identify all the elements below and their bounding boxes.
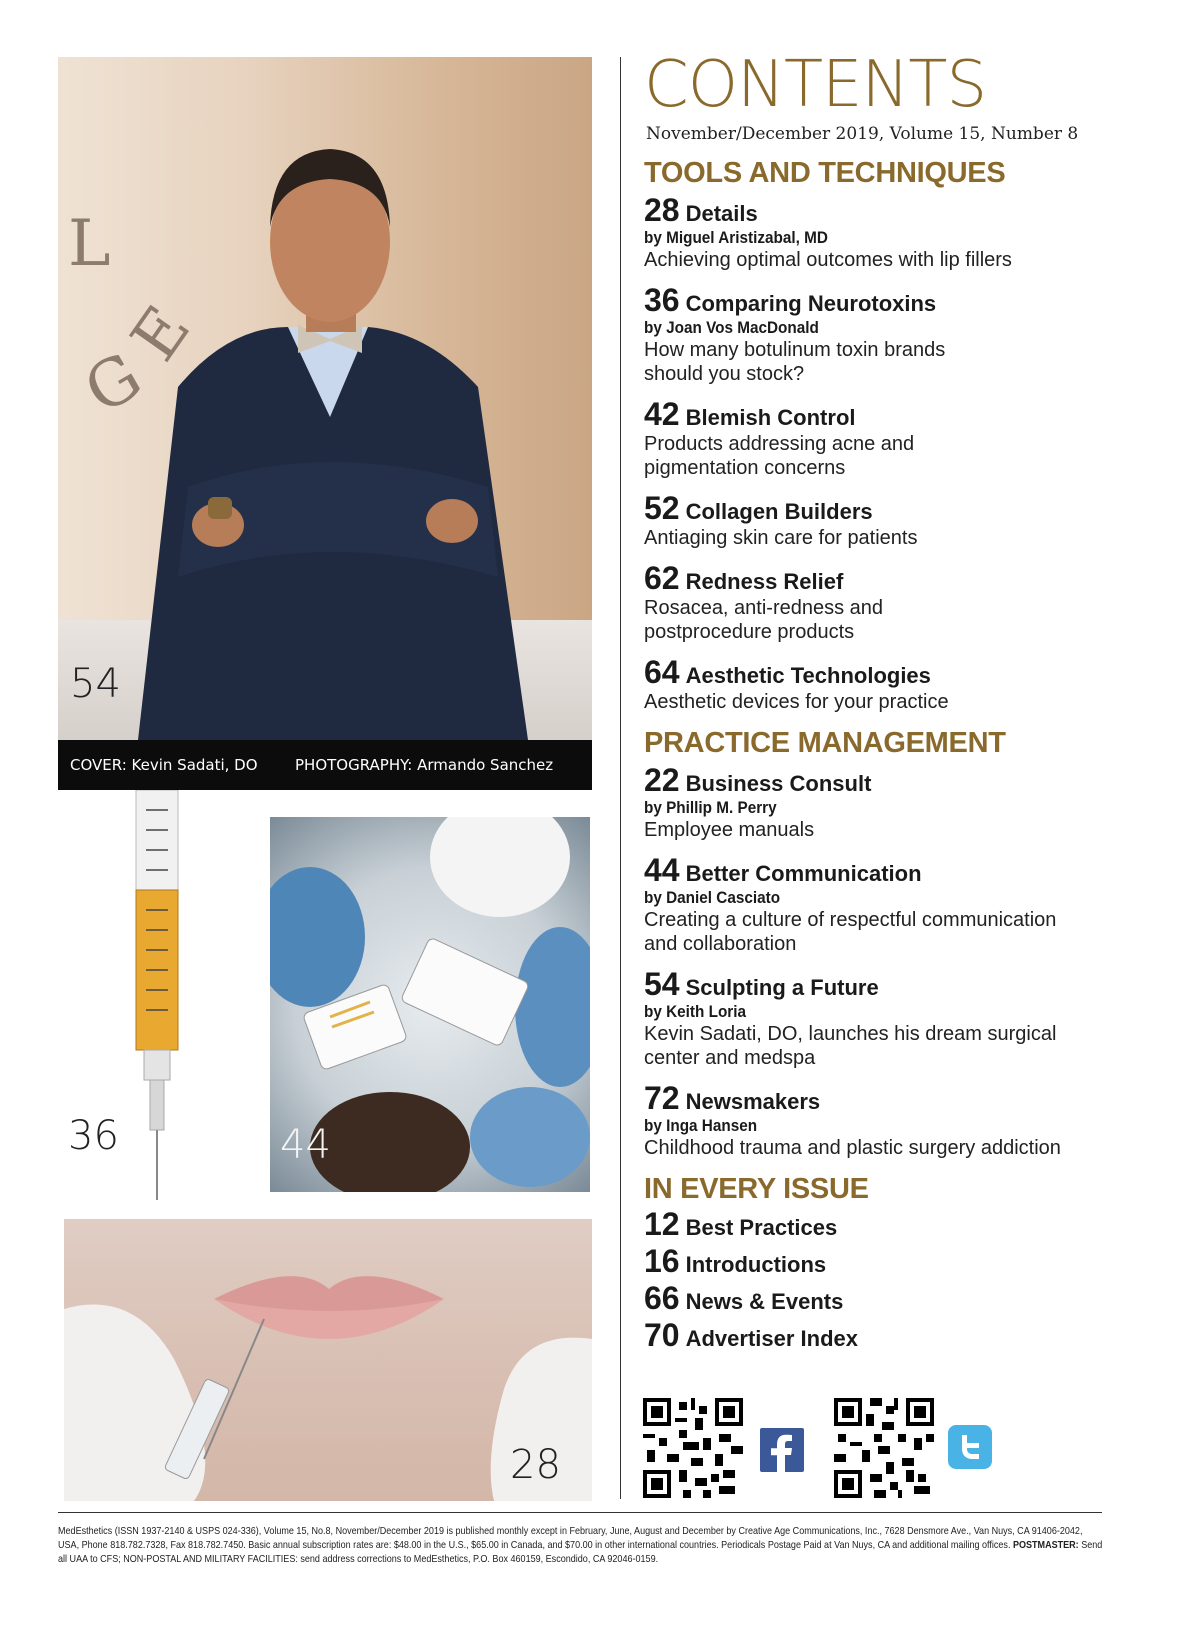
syringe-photo [58, 790, 258, 1202]
entry-page: 36 [644, 282, 680, 318]
entry-page: 72 [644, 1080, 680, 1116]
toc-entry[interactable] [644, 560, 1164, 644]
entry-description: Kevin Sadati, DO, launches his dream surgical center and medspa [644, 1023, 1057, 1069]
entry-title: Details [685, 201, 758, 226]
entry-page: 12 [644, 1206, 680, 1242]
entry-description: Rosacea, anti-redness and postprocedure products [644, 597, 884, 643]
toc-entry[interactable] [644, 1243, 1164, 1279]
section-heading: IN EVERY ISSUE [644, 1173, 869, 1205]
toc-entry[interactable] [644, 1206, 1164, 1242]
publication-notice [58, 1524, 1105, 1566]
entry-page: 22 [644, 762, 680, 798]
cover-photo [58, 57, 592, 790]
entry-page: 64 [644, 654, 680, 690]
lips-photo [64, 1219, 592, 1501]
entry-title: Blemish Control [685, 405, 856, 430]
entry-description: Aesthetic devices for your practice [644, 691, 949, 713]
entry-title: Comparing Neurotoxins [685, 291, 937, 316]
wall-lettering: E [117, 293, 206, 375]
entry-title: Aesthetic Technologies [685, 663, 931, 688]
entry-title: Collagen Builders [685, 499, 873, 524]
entry-page: 42 [644, 396, 680, 432]
entry-page: 62 [644, 560, 680, 596]
syringe-page-number: 36 [68, 1113, 119, 1159]
notice-text-continued: Send all UAA to CFS; NON-POSTAL AND MILITARY FACILITIES: send address corrections to MedEsthetics, P.O. Box 460159, Escondido, CA 92046-0159. [58, 1539, 1103, 1565]
toc-entry[interactable] [644, 1280, 1164, 1316]
footer-divider [58, 1512, 1102, 1513]
notice-text: MedEsthetics (ISSN 1937-2140 & USPS 024-336), Volume 15, No.8, November/December 2019 is published monthly except in February, June, August and December by Creative Age Communications, Inc., 7628 Densmore Ave., Van Nuys, CA 91406-2042, USA, Phone 818.782.7328, Fax 818.782.7450. Basic annual subscription rates are: $48.00 in the U.S., $65.00 in Canada, and $70.00 in other international countries. Periodicals Postage Paid at Van Nuys, CA and additional mailing offices. [58, 1525, 1083, 1551]
toc-entry[interactable] [644, 762, 1164, 842]
toc-entry[interactable] [644, 966, 1164, 1070]
entry-description: Antiaging skin care for patients [644, 527, 918, 549]
entry-author: by Phillip M. Perry [644, 798, 777, 817]
toc-entry[interactable] [644, 282, 1164, 386]
entry-description: How many botulinum toxin brands should you stock? [644, 339, 946, 385]
entry-title: Best Practices [685, 1215, 838, 1240]
team-page-number: 44 [280, 1122, 331, 1168]
entry-author: by Joan Vos MacDonald [644, 318, 819, 337]
entry-page: 16 [644, 1243, 680, 1279]
entry-title: Better Communication [685, 861, 922, 886]
entry-page: 44 [644, 852, 680, 888]
toc-entry[interactable] [644, 396, 1164, 480]
cover-portrait [58, 57, 592, 740]
entry-page: 66 [644, 1280, 680, 1316]
toc-entry[interactable] [644, 490, 1164, 550]
qr-code-icon[interactable] [643, 1398, 743, 1498]
entry-description: Achieving optimal outcomes with lip fillers [644, 249, 1012, 271]
entry-page: 70 [644, 1317, 680, 1353]
photography-credit: PHOTOGRAPHY: Armando Sanchez [295, 756, 554, 774]
toc-entry[interactable] [644, 1317, 1164, 1353]
table-of-contents [644, 48, 1164, 1353]
entry-title: Advertiser Index [685, 1326, 858, 1351]
entry-description: Childhood trauma and plastic surgery addiction [644, 1137, 1061, 1159]
toc-entry[interactable] [644, 654, 1164, 714]
cover-caption-bar [58, 740, 592, 790]
entry-title: Introductions [685, 1252, 827, 1277]
postmaster-label: POSTMASTER: [1012, 1539, 1079, 1551]
issue-info: November/December 2019, Volume 15, Number 8 [646, 124, 1079, 144]
team-photo [270, 817, 590, 1192]
toc-entry[interactable] [644, 852, 1164, 956]
wall-lettering: G [72, 339, 155, 429]
lips-page-number: 28 [510, 1442, 561, 1488]
entry-page: 54 [644, 966, 680, 1002]
entry-page: 52 [644, 490, 680, 526]
section-heading: PRACTICE MANAGEMENT [644, 727, 1006, 759]
entry-author: by Keith Loria [644, 1002, 747, 1021]
toc-entry[interactable] [644, 1080, 1164, 1160]
entry-author: by Daniel Casciato [644, 888, 781, 907]
entry-title: Newsmakers [685, 1089, 821, 1114]
entry-title: Redness Relief [685, 569, 844, 594]
entry-description: Products addressing acne and pigmentation concerns [644, 433, 915, 479]
entry-page: 28 [644, 192, 680, 228]
entry-title: News & Events [685, 1289, 844, 1314]
entry-title: Sculpting a Future [685, 975, 879, 1000]
entry-author: by Inga Hansen [644, 1116, 758, 1135]
twitter-icon[interactable] [948, 1425, 992, 1469]
entry-description: Employee manuals [644, 819, 815, 841]
page-title: CONTENTS [644, 48, 987, 122]
toc-entry[interactable] [644, 192, 1164, 272]
entry-title: Business Consult [685, 771, 872, 796]
column-divider [620, 57, 621, 1499]
cover-credit: COVER: Kevin Sadati, DO [70, 756, 258, 774]
section-heading: TOOLS AND TECHNIQUES [644, 157, 1006, 189]
cover-page-number: 54 [70, 661, 121, 707]
wall-lettering: L [68, 207, 111, 281]
entry-description: Creating a culture of respectful communication and collaboration [644, 909, 1057, 955]
facebook-icon[interactable] [760, 1428, 804, 1472]
entry-author: by Miguel Aristizabal, MD [644, 228, 828, 247]
qr-code-icon[interactable] [834, 1398, 934, 1498]
